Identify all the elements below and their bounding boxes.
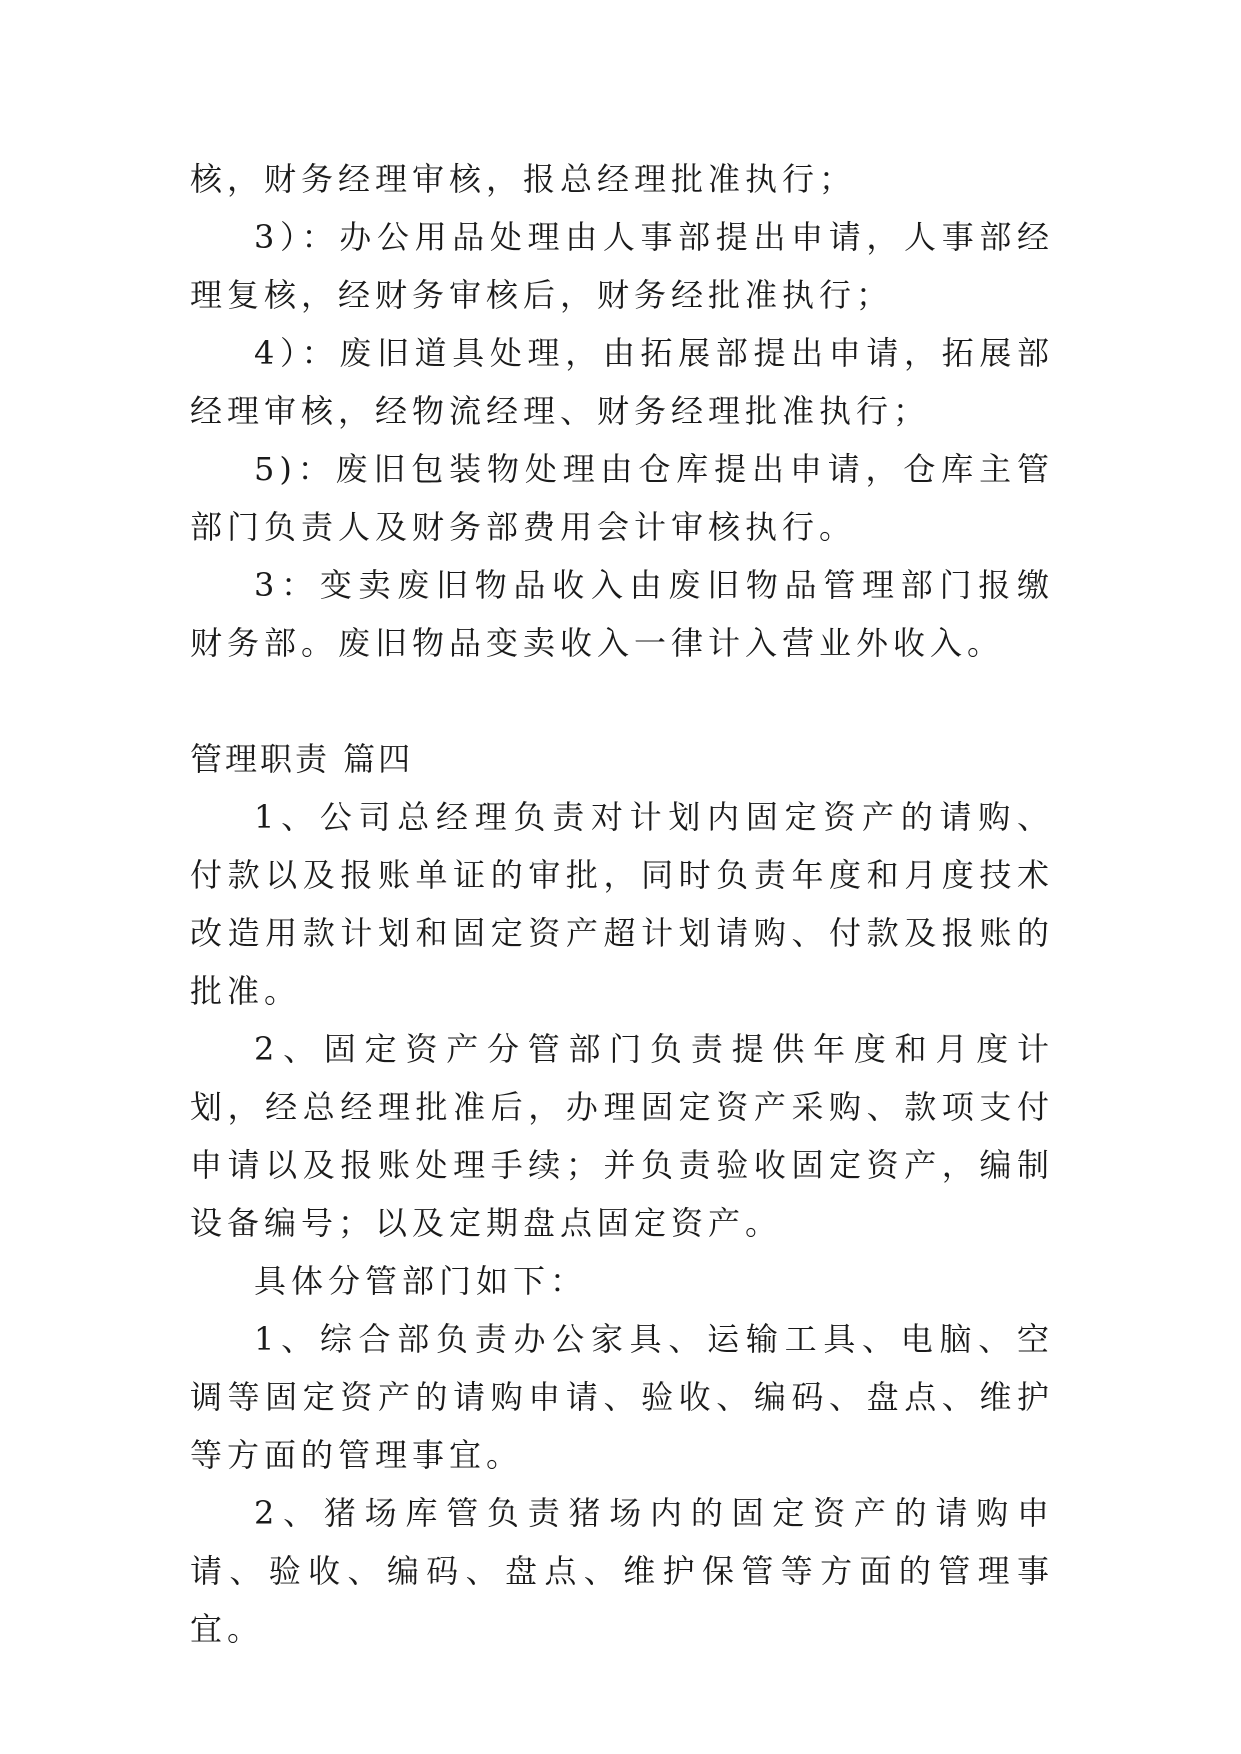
paragraph-general-dept: 1、综合部负责办公家具、运输工具、电脑、空调等固定资产的请购申请、验收、编码、盘点、维护等方面的管理事宜。 [190,1320,1054,1474]
paragraph-item-3: 3）：办公用品处理由人事部提出申请，人事部经理复核，经财务审核后，财务经批准执行； [190,218,1054,314]
paragraph-gm-duty: 1、公司总经理负责对计划内固定资产的请购、付款以及报账单证的审批，同时负责年度和月度技术改造用款计划和固定资产超计划请购、付款及报账的批准。 [190,798,1054,1010]
paragraph-dept-list-intro: 具体分管部门如下： [254,1262,588,1300]
paragraph-continuation: 核，财务经理审核，报总经理批准执行； [190,160,857,198]
document-page [190,150,1054,1658]
paragraph-item-4: 4）：废旧道具处理，由拓展部提出申请，拓展部经理审核，经物流经理、财务经理批准执行； [190,334,1054,430]
paragraph-income: 3：变卖废旧物品收入由废旧物品管理部门报缴财务部。废旧物品变卖收入一律计入营业外收入。 [190,566,1054,662]
paragraph-farm-storage: 2、猪场库管负责猪场内的固定资产的请购申请、验收、编码、盘点、维护保管等方面的管理事宜。 [190,1494,1054,1648]
section-title: 管理职责 篇四 [190,740,414,778]
paragraph-dept-duty: 2、固定资产分管部门负责提供年度和月度计划，经总经理批准后，办理固定资产采购、款项支付申请以及报账处理手续；并负责验收固定资产，编制设备编号；以及定期盘点固定资产。 [190,1030,1054,1242]
paragraph-item-5: 5)：废旧包装物处理由仓库提出申请，仓库主管部门负责人及财务部费用会计审核执行。 [190,450,1054,546]
